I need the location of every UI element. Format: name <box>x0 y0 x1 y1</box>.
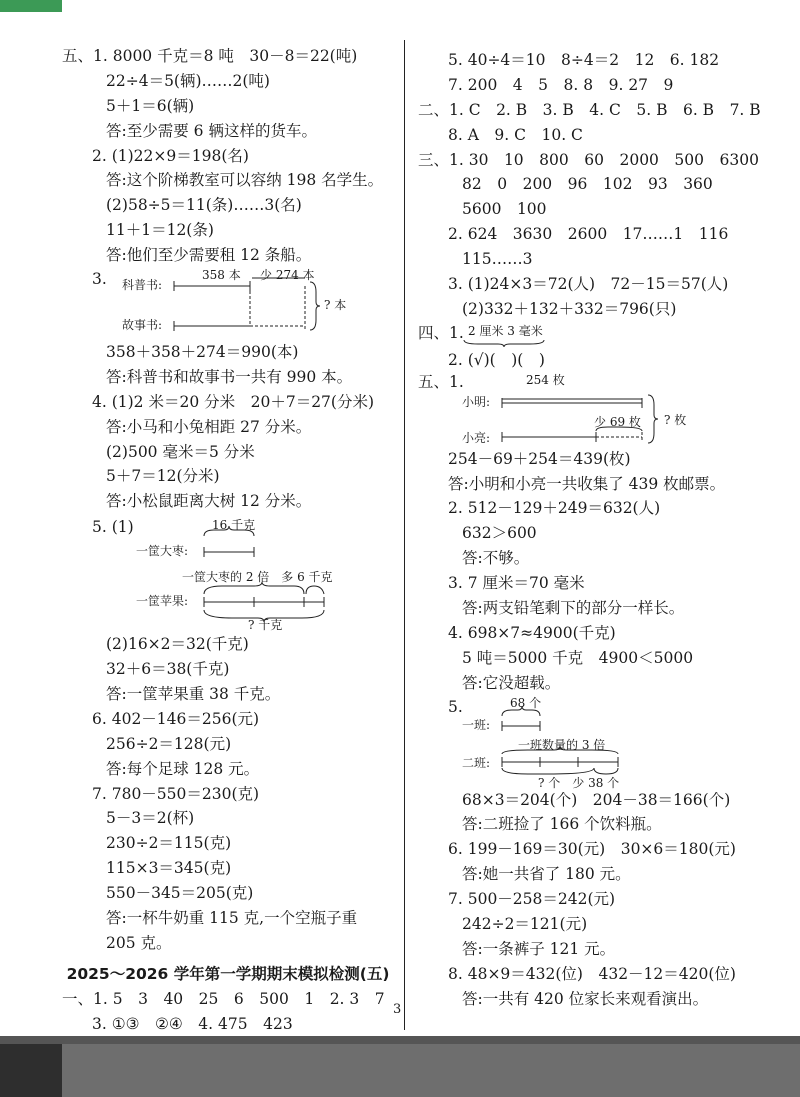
answer-line: 115……3 <box>462 250 533 269</box>
answer-line: 358＋358＋274＝990(本) <box>106 343 299 362</box>
question-number: 5. <box>448 697 463 716</box>
answer-line: 205 克。 <box>106 933 172 952</box>
question-number: 3. <box>92 270 107 289</box>
answer-line: 答:一杯牛奶重 115 克,一个空瓶子重 <box>106 909 358 928</box>
answer-line: 6. 199－169＝30(元) 30×6＝180(元) <box>448 840 736 859</box>
diagram-label: ? 枚 <box>664 412 687 427</box>
answer-line: 答:她一共省了 180 元。 <box>462 865 631 884</box>
line-diagram-books <box>62 268 394 340</box>
answer-line: 230÷2＝115(克) <box>106 834 232 853</box>
answer-line: 答:小马和小兔相距 27 分米。 <box>106 417 312 436</box>
answer-line: 11＋1＝12(条) <box>106 221 214 240</box>
answer-line: (2)500 毫米＝5 分米 <box>106 442 255 461</box>
answer-line: 答:两支铅笔剩下的部分一样长。 <box>462 599 685 618</box>
answer-line: 5－3＝2(杯) <box>106 809 195 828</box>
answer-line: 答:至少需要 6 辆这样的货车。 <box>106 121 317 140</box>
answer-line: 242÷2＝121(元) <box>462 915 588 934</box>
top-color-bar <box>0 0 62 12</box>
answer-line: 答:每个足球 128 元。 <box>106 759 260 778</box>
diagram-row-label: 一班: <box>462 717 491 732</box>
answer-line: 答:不够。 <box>462 549 530 568</box>
answer-line: 答:一条裤子 121 元。 <box>462 939 616 958</box>
diagram-row-label: 科普书: <box>122 278 163 293</box>
footer-band <box>0 1036 800 1097</box>
answer-line: 答:一筐苹果重 38 千克。 <box>106 685 281 704</box>
answer-line: 7. 500－258＝242(元) <box>448 890 616 909</box>
answer-line: 2. 624 3630 2600 17……1 116 <box>448 225 729 244</box>
diagram-label: 少 274 本 <box>260 268 315 283</box>
diagram-lines <box>418 373 718 447</box>
answer-line: 82 0 200 96 102 93 360 <box>462 175 713 194</box>
answer-line: 7. 780－550＝230(克) <box>92 784 260 803</box>
diagram-label: ? 个 少 38 个 <box>538 775 620 790</box>
answer-line: 5. 40÷4＝10 8÷4＝2 12 6. 182 <box>448 51 720 69</box>
diagram-label: 一班数量的 3 倍 <box>518 737 606 752</box>
answer-line: 3. 7 厘米＝70 毫米 <box>448 574 585 593</box>
answer-line: 2. (√)( )( ) <box>448 350 545 369</box>
answer-line: 5＋1＝6(辆) <box>106 96 195 115</box>
answer-line: 632＞600 <box>462 524 537 543</box>
answer-line: 五、1. 8000 千克＝8 吨 30－8＝22(吨) <box>62 47 358 65</box>
section-heading: 2025～2026 学年第一学期期末模拟检测(五) <box>66 964 390 983</box>
answer-line: 答:他们至少需要租 12 条船。 <box>106 246 312 265</box>
question-number: 五、1. <box>418 372 464 391</box>
answer-line: 答:这个阶梯教室可以容纳 198 名学生。 <box>106 171 384 190</box>
diagram-row-label: 二班: <box>462 755 491 770</box>
answer-line: 4. 698×7≈4900(千克) <box>448 623 616 642</box>
answer-line: 115×3＝345(克) <box>106 859 232 878</box>
diagram-lines <box>62 268 362 340</box>
answer-line: 8. A 9. C 10. C <box>448 125 583 144</box>
answer-line: 一、1. 5 3 40 25 6 500 1 2. 3 7 <box>62 989 385 1008</box>
answer-line: 6. 402－146＝256(元) <box>92 709 260 728</box>
right-column <box>418 48 778 1012</box>
answer-line: 5＋7＝12(分米) <box>106 467 220 486</box>
answer-line: 4. (1)2 米＝20 分米 20＋7＝27(分米) <box>92 392 375 411</box>
diagram-row-label: 一筐大枣: <box>136 544 189 559</box>
answer-line: 二、1. C 2. B 3. B 4. C 5. B 6. B 7. B <box>418 100 761 119</box>
footer-gray-block <box>62 1044 800 1097</box>
question-number: 四、1. <box>418 323 464 342</box>
answer-line: 5600 100 <box>462 200 547 219</box>
diagram-label: 一筐大枣的 2 倍 多 6 千克 <box>182 570 333 585</box>
diagram-row-label: 小亮: <box>462 430 491 445</box>
answer-line: 8. 48×9＝432(位) 432－12＝420(位) <box>448 964 736 983</box>
answer-line: 22÷4＝5(辆)……2(吨) <box>106 71 270 90</box>
diagram-label: 少 69 枚 <box>594 414 641 429</box>
answer-line: 答:二班捡了 166 个饮料瓶。 <box>462 815 662 834</box>
diagram-label: 254 枚 <box>526 372 565 387</box>
answer-line: 三、1. 30 10 800 60 2000 500 6300 <box>418 150 759 169</box>
diagram-lines <box>62 514 362 632</box>
diagram-row-label: 小明: <box>462 394 491 409</box>
brace-measure <box>418 322 778 348</box>
answer-line: 550－345＝205(克) <box>106 884 254 903</box>
answer-line: 32＋6＝38(千克) <box>106 660 230 679</box>
answer-line: 5 吨＝5000 千克 4900＜5000 <box>462 648 694 667</box>
answer-line: (2)16×2＝32(千克) <box>106 635 249 654</box>
answer-line: 答:它没超载。 <box>462 673 561 692</box>
line-diagram-bottles <box>418 696 778 788</box>
answer-line: 256÷2＝128(元) <box>106 734 232 753</box>
answer-line: 3. (1)24×3＝72(人) 72－15＝57(人) <box>448 275 729 294</box>
diagram-row-label: 一筐苹果: <box>136 594 189 609</box>
diagram-label: 2 厘米 3 毫米 <box>468 323 543 338</box>
diagram-label: 68 个 <box>510 695 542 710</box>
answer-line: 2. (1)22×9＝198(名) <box>92 146 249 165</box>
diagram-row-label: 故事书: <box>122 318 163 333</box>
answer-line: (2)58÷5＝11(条)……3(名) <box>106 196 302 215</box>
diagram-label: ? 本 <box>324 298 347 313</box>
footer-corner-block <box>0 1044 62 1097</box>
answer-line: 7. 200 4 5 8. 8 9. 27 9 <box>448 75 674 94</box>
diagram-label: 16 千克 <box>212 518 256 533</box>
diagram-label: 358 本 <box>202 268 241 283</box>
answer-line: 3. ①③ ②④ 4. 475 423 <box>92 1014 293 1033</box>
answer-line: 答:一共有 420 位家长来观看演出。 <box>462 989 709 1008</box>
footer-stripe <box>0 1036 800 1044</box>
answer-line: 答:科普书和故事书一共有 990 本。 <box>106 367 353 386</box>
answer-line: 68×3＝204(个) 204－38＝166(个) <box>462 790 731 809</box>
question-number: 5. (1) <box>92 518 134 537</box>
left-column <box>62 44 394 1037</box>
column-divider <box>404 40 405 1030</box>
answer-line: 254－69＋254＝439(枚) <box>448 449 631 468</box>
answer-line: 答:小松鼠距离大树 12 分米。 <box>106 492 312 511</box>
answer-line: (2)332＋132＋332＝796(只) <box>462 299 677 318</box>
diagram-label: ? 千克 <box>248 618 283 633</box>
answer-line: 答:小明和小亮一共收集了 439 枚邮票。 <box>448 474 726 493</box>
line-diagram-fruits <box>62 514 394 632</box>
line-diagram-stamps <box>418 373 778 447</box>
diagram-lines <box>418 696 718 788</box>
page-number: 3 <box>393 1002 402 1017</box>
answer-line: 2. 512－129＋249＝632(人) <box>448 499 661 518</box>
brace-lines <box>418 322 618 348</box>
